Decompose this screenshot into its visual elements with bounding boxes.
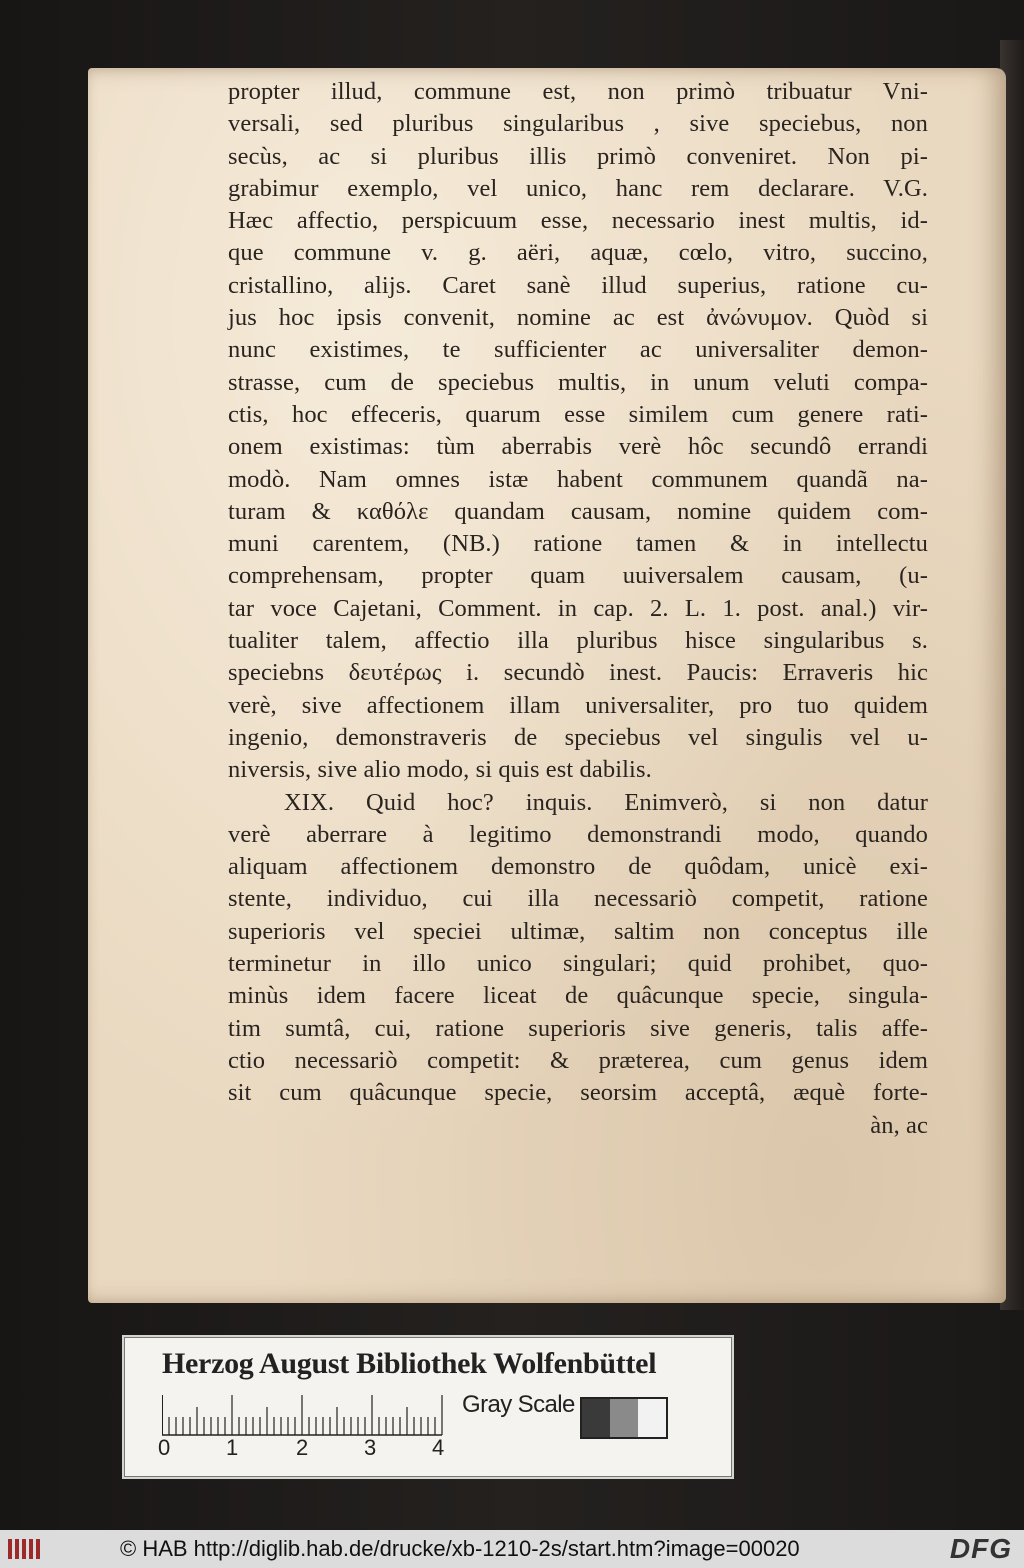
text-line: propter illud, commune est, non primò tribuatur Vni- bbox=[228, 78, 928, 105]
text-line: stente, individuo, cui illa necessariò competit, ratione bbox=[228, 885, 928, 913]
text-line: cristallino, alijs. Caret sanè illud superius, ratione cu- bbox=[228, 271, 928, 299]
gray-scale-label: Gray Scale bbox=[462, 1391, 575, 1418]
book-page bbox=[88, 68, 1006, 1303]
text-line: verè, sive affectionem illam universaliter, pro tuo quidem bbox=[228, 691, 928, 719]
text-line: verè aberrare à legitimo demonstrandi modo, quando bbox=[228, 820, 928, 848]
gray-swatch bbox=[638, 1399, 666, 1437]
text-line: onem existimas: tùm aberrabis verè hôc secundô errandi bbox=[228, 433, 928, 461]
library-color-card bbox=[122, 1335, 734, 1479]
text-line: muni carentem, (NB.) ratione tamen & in intellectu bbox=[228, 530, 928, 558]
gray-swatch bbox=[610, 1399, 638, 1437]
text-line: grabimur exemplo, vel unico, hanc rem declarare. V.G. bbox=[228, 174, 928, 202]
page-text bbox=[228, 76, 928, 1142]
text-line: ctis, hoc effeceris, quarum esse similem cum genere rati- bbox=[228, 400, 928, 428]
text-line: sit cum quâcunque specie, seorsim acceptâ, æquè forte- bbox=[228, 1079, 928, 1107]
library-name: Herzog August Bibliothek Wolfenbüttel bbox=[162, 1347, 657, 1380]
ruler-number-4: 4 bbox=[432, 1435, 445, 1460]
ruler-number-1: 1 bbox=[226, 1435, 239, 1460]
text-line: nunc existimes, te sufficienter ac universaliter demon- bbox=[228, 336, 928, 364]
text-line: superioris vel speciei ultimæ, saltim non conceptus ille bbox=[228, 917, 928, 945]
footer-bar bbox=[0, 1530, 1024, 1568]
ruler-number-2: 2 bbox=[296, 1435, 309, 1460]
text-line: àn, ac bbox=[870, 1111, 928, 1139]
text-line: ingenio, demonstraveris de speciebus vel singulis vel u- bbox=[228, 723, 928, 751]
text-line: speciebns δευτέρως i. secundò inest. Paucis: Erraveris hic bbox=[228, 659, 928, 687]
copyright-link[interactable]: © HAB http://diglib.hab.de/drucke/xb-1210-2s/start.htm?image=00020 bbox=[120, 1536, 800, 1561]
text-line: terminetur in illo unico singulari; quid prohibet, quo- bbox=[228, 950, 928, 978]
text-line: comprehensam, propter quam uuiversalem causam, (u- bbox=[228, 562, 928, 590]
text-line: Hæc affectio, perspicuum esse, necessario inest multis, id- bbox=[228, 207, 928, 235]
ruler-number-3: 3 bbox=[364, 1435, 377, 1460]
ruler-number-0: 0 bbox=[158, 1435, 171, 1460]
gray-scale-swatches bbox=[580, 1397, 668, 1439]
text-line: secùs, ac si pluribus illis primò conveniret. Non pi- bbox=[228, 142, 928, 170]
text-line: XIX. Quid hoc? inquis. Enimverò, si non datur bbox=[284, 788, 928, 816]
text-line: turam & καθόλε quandam causam, nomine quidem com- bbox=[228, 497, 928, 525]
text-line: aliquam affectionem demonstro de quôdam, unicè exi- bbox=[228, 853, 928, 881]
text-line: versali, sed pluribus singularibus , sive speciebus, non bbox=[228, 110, 928, 138]
text-line: ctio necessariò competit: & præterea, cum genus idem bbox=[228, 1046, 928, 1074]
dfg-logo: DFG bbox=[949, 1533, 1012, 1564]
hab-logo-icon bbox=[6, 1536, 46, 1562]
text-line: minùs idem facere liceat de quâcunque specie, singula- bbox=[228, 982, 928, 1010]
text-line: jus hoc ipsis convenit, nomine ac est ἀνώνυμον. Quòd si bbox=[228, 304, 928, 332]
text-line: tim sumtâ, cui, ratione superioris sive generis, talis affe- bbox=[228, 1014, 928, 1042]
text-line: que commune v. g. aëri, aquæ, cœlo, vitro, succino, bbox=[228, 239, 928, 267]
text-line: strasse, cum de speciebus multis, in unum veluti compa- bbox=[228, 368, 928, 396]
text-line: tar voce Cajetani, Comment. in cap. 2. L. 1. post. anal.) vir- bbox=[228, 594, 928, 622]
text-line: tualiter talem, affectio illa pluribus hisce singularibus s. bbox=[228, 627, 928, 655]
gray-swatch bbox=[582, 1399, 610, 1437]
text-line: niversis, sive alio modo, si quis est dabilis. bbox=[228, 756, 652, 784]
text-line: modò. Nam omnes istæ habent communem quandã na- bbox=[228, 465, 928, 493]
